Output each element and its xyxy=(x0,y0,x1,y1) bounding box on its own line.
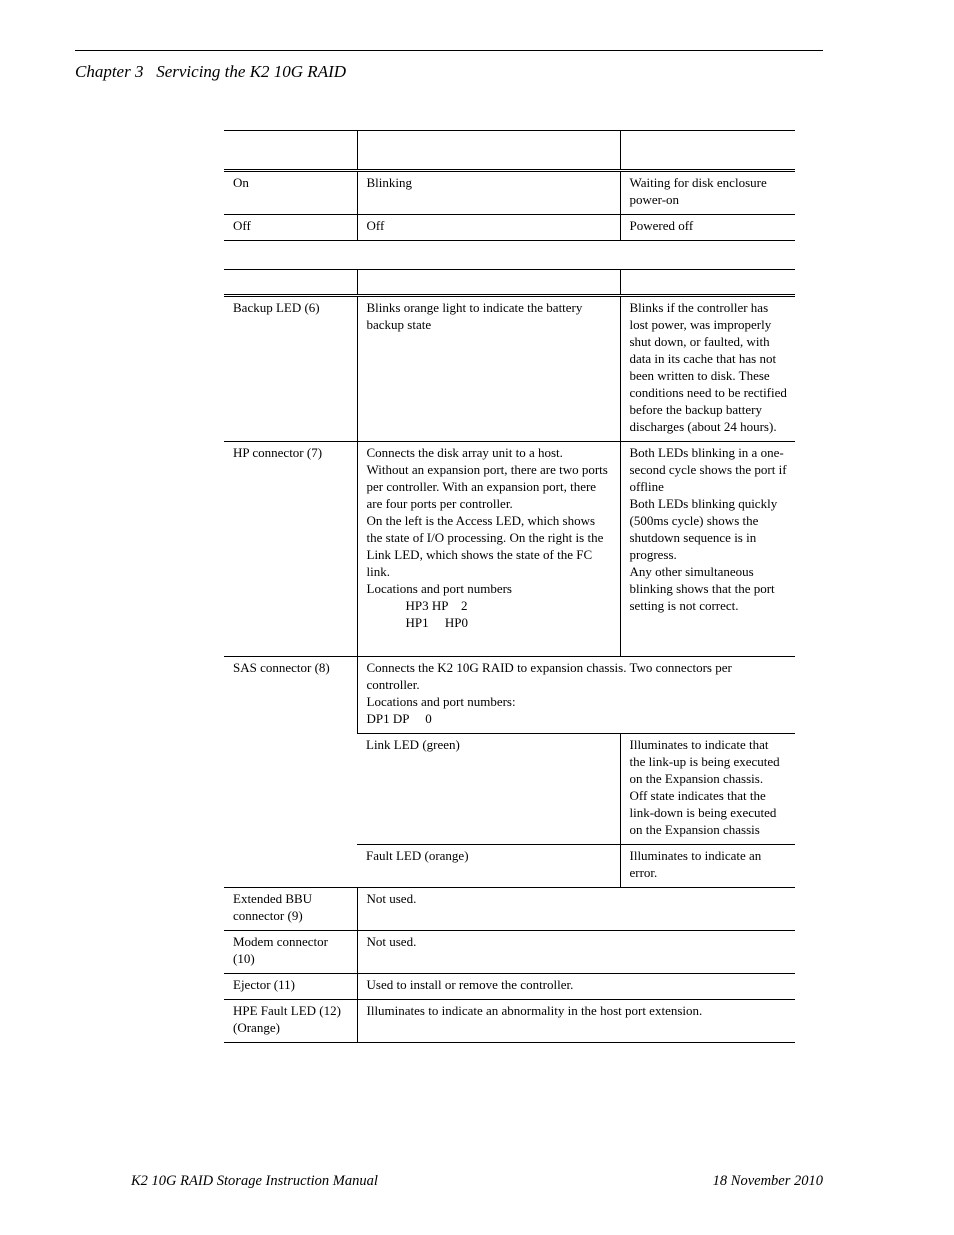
table-row-backup-led: Backup LED (6) Blinks orange light to indicate the battery backup state Blinks if the controller has lost power, was improperly shut down, or faulted, with data in its cache that has not been written to disk. These conditions need to be rectified before the backup battery discharges (about 24 hours). xyxy=(224,296,795,442)
footer-manual-title: K2 10G RAID Storage Instruction Manual xyxy=(131,1173,378,1189)
table-row-fault-led: Fault LED (orange) Illuminates to indicate an error. xyxy=(224,845,795,888)
status-table xyxy=(224,130,795,241)
table-row: HPE Fault LED (12) (Orange) Illuminates to indicate an abnormality in the host port extension. xyxy=(224,1000,795,1043)
table-row: Ejector (11) Used to install or remove the controller. xyxy=(224,974,795,1000)
table-row-link-led: Link LED (green) Illuminates to indicate that the link-up is being executed on the Expansion chassis. Off state indicates that the link-down is being executed on the Expansion chassis xyxy=(224,734,795,845)
chapter-title: Chapter 3 Servicing the K2 10G RAID xyxy=(75,62,347,81)
table-row-hp-connector: HP connector (7) Connects the disk array unit to a host. Without an expansion port, there are two ports per controller. With an expansion port, there are four ports per controller. On the left is the Access LED, which shows the state of I/O processing. On the right is the Link LED, which shows the state of the FC link. Locations and port numbers HP3 HP 2 HP1 HP0 Both LEDs blinking in a one-second cycle shows the port if offline Both LEDs blinking quickly (500ms cycle) shows the shutdown sequence is in progress. Any other simultaneous blinking shows that the port setting is not correct. xyxy=(224,442,795,657)
table-row-sas-connector: SAS connector (8) Connects the K2 10G RAID to expansion chassis. Two connectors per controller. Locations and port numbers: DP1 DP 0 xyxy=(224,657,795,734)
table-header-row xyxy=(224,270,795,296)
header-rule xyxy=(75,50,823,51)
table-header-row xyxy=(224,131,795,171)
components-table xyxy=(224,269,795,1043)
table-row: On Blinking Waiting for disk enclosure power-on xyxy=(224,171,795,215)
footer-date: 18 November 2010 xyxy=(712,1173,823,1189)
table-row: Off Off Powered off xyxy=(224,215,795,241)
table-row: Extended BBU connector (9) Not used. xyxy=(224,888,795,931)
table-row: Modem connector (10) Not used. xyxy=(224,931,795,974)
